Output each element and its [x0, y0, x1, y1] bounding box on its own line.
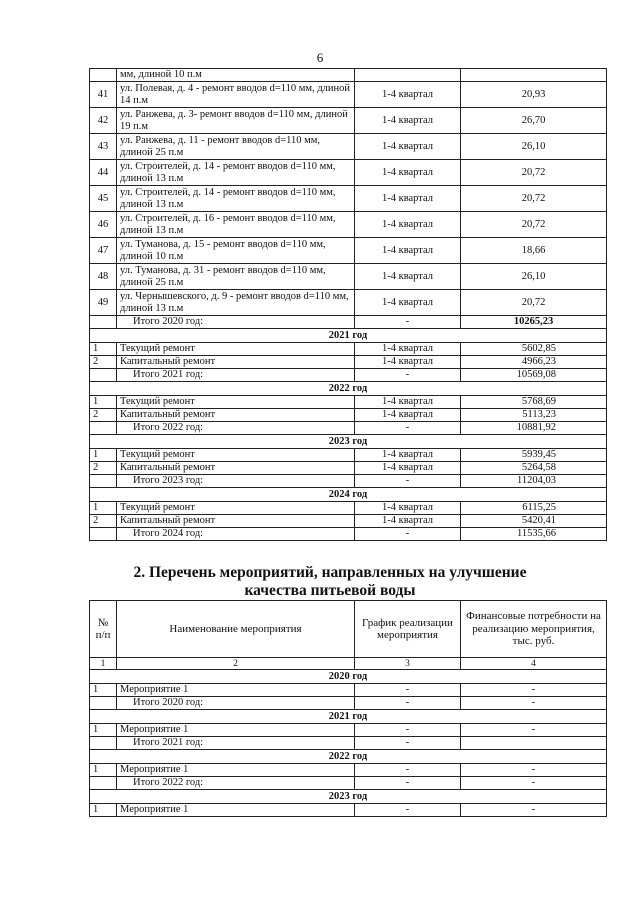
table-row: [90, 409, 607, 422]
row-value: [461, 69, 607, 82]
table-row: [90, 356, 607, 369]
row-name: ул. Ранжева, д. 11 - ремонт вводов d=110 мм, длиной 25 п.м: [117, 134, 355, 160]
row-value: 20,72: [461, 186, 607, 212]
row-number: [90, 697, 117, 710]
row-schedule: 1-4 квартал: [355, 356, 461, 369]
table-row: [90, 212, 607, 238]
col-num: 4: [461, 658, 607, 670]
row-name: Текущий ремонт: [117, 396, 355, 409]
year-heading: 2021 год: [90, 329, 607, 343]
row-schedule: 1-4 квартал: [355, 82, 461, 108]
row-number: 49: [90, 290, 117, 316]
row-value: 6115,25: [461, 502, 607, 515]
row-value: 5602,85: [461, 343, 607, 356]
row-value: 26,10: [461, 264, 607, 290]
row-schedule: [355, 69, 461, 82]
row-number: [90, 475, 117, 488]
year-row: [90, 382, 607, 396]
total-value: -: [461, 777, 607, 790]
row-number: [90, 69, 117, 82]
total-row: [90, 422, 607, 435]
total-schedule: -: [355, 475, 461, 488]
year-row: [90, 790, 607, 804]
row-number: [90, 316, 117, 329]
row-number: 1: [90, 343, 117, 356]
row-value: 26,70: [461, 108, 607, 134]
row-number: [90, 737, 117, 750]
row-name: мм, длиной 10 п.м: [117, 69, 355, 82]
total-value: 10569,08: [461, 369, 607, 382]
total-value: 11204,03: [461, 475, 607, 488]
year-row: [90, 670, 607, 684]
table-row: [90, 449, 607, 462]
year-row: [90, 710, 607, 724]
row-value: 5420,41: [461, 515, 607, 528]
year-row: [90, 750, 607, 764]
row-name: ул. Строителей, д. 16 - ремонт вводов d=110 мм, длиной 13 п.м: [117, 212, 355, 238]
row-number: 47: [90, 238, 117, 264]
row-number: [90, 422, 117, 435]
year-heading: 2020 год: [90, 670, 607, 684]
row-number: 1: [90, 804, 117, 817]
row-schedule: 1-4 квартал: [355, 290, 461, 316]
row-name: ул. Строителей, д. 14 - ремонт вводов d=110 мм, длиной 13 п.м: [117, 160, 355, 186]
row-number: 2: [90, 356, 117, 369]
row-number: 1: [90, 449, 117, 462]
row-number: 1: [90, 764, 117, 777]
row-name: ул. Туманова, д. 15 - ремонт вводов d=110 мм, длиной 10 п.м: [117, 238, 355, 264]
row-name: Капитальный ремонт: [117, 462, 355, 475]
row-number: 41: [90, 82, 117, 108]
row-schedule: -: [355, 684, 461, 697]
total-schedule: -: [355, 737, 461, 750]
total-schedule: -: [355, 528, 461, 541]
table-row: [90, 804, 607, 817]
total-label: Итого 2021 год:: [117, 737, 355, 750]
total-schedule: -: [355, 369, 461, 382]
row-name: Текущий ремонт: [117, 449, 355, 462]
table-row: [90, 108, 607, 134]
header-num: № п/п: [90, 601, 117, 658]
row-number: [90, 777, 117, 790]
row-value: -: [461, 684, 607, 697]
table-row: [90, 134, 607, 160]
total-row: [90, 737, 607, 750]
row-schedule: -: [355, 804, 461, 817]
header-name: Наименование мероприятия: [117, 601, 355, 658]
row-value: 20,72: [461, 290, 607, 316]
row-number: 45: [90, 186, 117, 212]
row-name: Текущий ремонт: [117, 343, 355, 356]
year-row: [90, 488, 607, 502]
column-numbers-row: [90, 658, 607, 670]
table-row: [90, 82, 607, 108]
table-row: [90, 290, 607, 316]
row-value: 5264,58: [461, 462, 607, 475]
table-row: [90, 684, 607, 697]
row-value: 5113,23: [461, 409, 607, 422]
total-row: [90, 697, 607, 710]
total-row: [90, 316, 607, 329]
row-value: 20,72: [461, 212, 607, 238]
row-name: ул. Ранжева, д. 3- ремонт вводов d=110 мм, длиной 19 п.м: [117, 108, 355, 134]
col-num: 3: [355, 658, 461, 670]
total-schedule: -: [355, 422, 461, 435]
row-name: ул. Строителей, д. 14 - ремонт вводов d=110 мм, длиной 13 п.м: [117, 186, 355, 212]
row-schedule: 1-4 квартал: [355, 502, 461, 515]
row-value: 20,93: [461, 82, 607, 108]
header-row: [90, 601, 607, 658]
total-label: Итого 2022 год:: [117, 777, 355, 790]
total-row: [90, 777, 607, 790]
works-table: [89, 68, 607, 541]
row-value: 5939,45: [461, 449, 607, 462]
table-row: [90, 264, 607, 290]
row-name: Мероприятие 1: [117, 724, 355, 737]
section-2-title: 2. Перечень мероприятий, направленных на улучшение качества питьевой воды: [133, 564, 527, 599]
total-label: Итого 2024 год:: [117, 528, 355, 541]
total-label: Итого 2021 год:: [117, 369, 355, 382]
row-number: 1: [90, 502, 117, 515]
year-heading: 2022 год: [90, 750, 607, 764]
row-value: -: [461, 724, 607, 737]
row-schedule: 1-4 квартал: [355, 449, 461, 462]
row-number: 2: [90, 462, 117, 475]
table-row: [90, 724, 607, 737]
row-schedule: 1-4 квартал: [355, 515, 461, 528]
row-number: 43: [90, 134, 117, 160]
total-value: 11535,66: [461, 528, 607, 541]
row-schedule: 1-4 квартал: [355, 186, 461, 212]
row-number: 1: [90, 724, 117, 737]
col-num: 1: [90, 658, 117, 670]
row-number: [90, 369, 117, 382]
total-value: 10881,92: [461, 422, 607, 435]
page-number: 6: [316, 50, 324, 65]
measures-table: [89, 600, 607, 817]
row-schedule: -: [355, 764, 461, 777]
table-row: [90, 396, 607, 409]
row-number: 44: [90, 160, 117, 186]
row-number: 48: [90, 264, 117, 290]
year-row: [90, 329, 607, 343]
row-number: 46: [90, 212, 117, 238]
total-schedule: -: [355, 697, 461, 710]
total-label: Итого 2020 год:: [117, 316, 355, 329]
year-heading: 2021 год: [90, 710, 607, 724]
table-row: [90, 343, 607, 356]
total-row: [90, 528, 607, 541]
row-number: 1: [90, 396, 117, 409]
total-row: [90, 369, 607, 382]
row-schedule: 1-4 квартал: [355, 462, 461, 475]
row-name: Мероприятие 1: [117, 684, 355, 697]
row-name: Текущий ремонт: [117, 502, 355, 515]
header-finance: Финансовые потребности на реализацию мероприятия, тыс. руб.: [461, 601, 607, 658]
row-number: 2: [90, 409, 117, 422]
year-heading: 2023 год: [90, 790, 607, 804]
row-number: 1: [90, 684, 117, 697]
total-schedule: -: [355, 316, 461, 329]
total-label: Итого 2020 год:: [117, 697, 355, 710]
total-schedule: -: [355, 777, 461, 790]
total-label: Итого 2022 год:: [117, 422, 355, 435]
total-value: 10265,23: [461, 316, 607, 329]
row-number: [90, 528, 117, 541]
table-row: [90, 462, 607, 475]
row-value: 18,66: [461, 238, 607, 264]
table-row: [90, 160, 607, 186]
table-row: [90, 186, 607, 212]
table-row: [90, 515, 607, 528]
row-schedule: -: [355, 724, 461, 737]
year-heading: 2023 год: [90, 435, 607, 449]
year-row: [90, 435, 607, 449]
year-heading: 2022 год: [90, 382, 607, 396]
row-schedule: 1-4 квартал: [355, 160, 461, 186]
row-schedule: 1-4 квартал: [355, 238, 461, 264]
row-schedule: 1-4 квартал: [355, 134, 461, 160]
row-schedule: 1-4 квартал: [355, 264, 461, 290]
row-schedule: 1-4 квартал: [355, 108, 461, 134]
row-number: 42: [90, 108, 117, 134]
row-name: ул. Туманова, д. 31 - ремонт вводов d=110 мм, длиной 25 п.м: [117, 264, 355, 290]
total-label: Итого 2023 год:: [117, 475, 355, 488]
row-schedule: 1-4 квартал: [355, 396, 461, 409]
table-row: [90, 502, 607, 515]
total-row: [90, 475, 607, 488]
row-name: Капитальный ремонт: [117, 515, 355, 528]
row-name: Мероприятие 1: [117, 804, 355, 817]
row-name: Капитальный ремонт: [117, 409, 355, 422]
row-schedule: 1-4 квартал: [355, 409, 461, 422]
row-value: -: [461, 804, 607, 817]
col-num: 2: [117, 658, 355, 670]
row-value: 5768,69: [461, 396, 607, 409]
total-value: -: [461, 697, 607, 710]
row-schedule: 1-4 квартал: [355, 212, 461, 238]
row-name: ул. Полевая, д. 4 - ремонт вводов d=110 мм, длиной 14 п.м: [117, 82, 355, 108]
row-name: ул. Чернышевского, д. 9 - ремонт вводов d=110 мм, длиной 13 п.м: [117, 290, 355, 316]
row-value: 4966,23: [461, 356, 607, 369]
row-value: 20,72: [461, 160, 607, 186]
table-row: [90, 69, 607, 82]
row-name: Капитальный ремонт: [117, 356, 355, 369]
table-row: [90, 764, 607, 777]
year-heading: 2024 год: [90, 488, 607, 502]
row-value: 26,10: [461, 134, 607, 160]
row-name: Мероприятие 1: [117, 764, 355, 777]
total-value: [461, 737, 607, 750]
row-value: -: [461, 764, 607, 777]
row-number: 2: [90, 515, 117, 528]
header-schedule: График реализации мероприятия: [355, 601, 461, 658]
table-row: [90, 238, 607, 264]
row-schedule: 1-4 квартал: [355, 343, 461, 356]
